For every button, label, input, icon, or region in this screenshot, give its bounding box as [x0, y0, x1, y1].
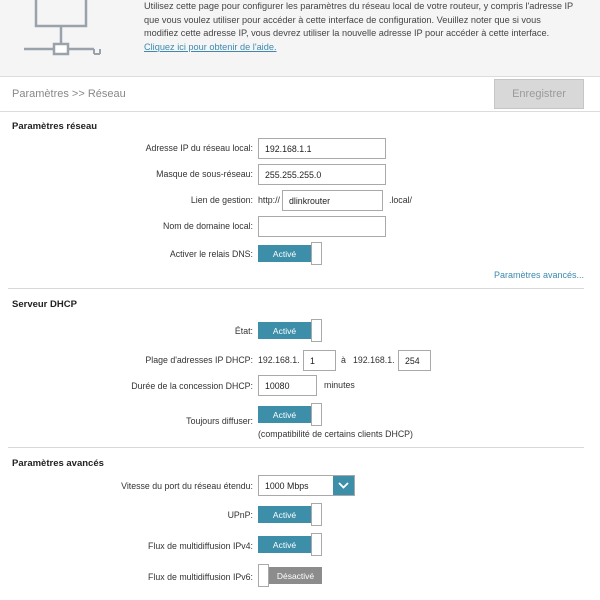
- dhcp-state-label: État:: [234, 326, 253, 336]
- always-broadcast-note: (compatibilité de certains clients DHCP): [258, 429, 413, 439]
- section-divider: [8, 447, 584, 448]
- dhcp-state-value: Activé: [258, 322, 311, 339]
- toggle-knob: [311, 533, 322, 556]
- upnp-value: Activé: [258, 506, 311, 523]
- intro-line-1: Utilisez cette page pour configurer les paramètres du réseau local de votre routeur, y compris l'adresse IP: [144, 1, 574, 11]
- lan-ip-label: Adresse IP du réseau local:: [145, 143, 253, 153]
- ipv4-multicast-label: Flux de multidiffusion IPv4:: [148, 541, 253, 551]
- wan-speed-value: 1000 Mbps: [265, 481, 309, 491]
- management-link-label: Lien de gestion:: [190, 195, 253, 205]
- ipv4-multicast-toggle[interactable]: [258, 533, 322, 556]
- intro-line-2: que vous voulez utiliser pour accéder à cette interface de configuration. Veuillez noter que si vous: [144, 14, 541, 25]
- wan-speed-label: Vitesse du port du réseau étendu:: [121, 481, 253, 491]
- dhcp-range-start-input[interactable]: 1: [303, 350, 336, 371]
- toggle-knob: [311, 319, 322, 342]
- help-link[interactable]: Cliquez ici pour obtenir de l'aide.: [144, 41, 277, 52]
- dhcp-range-label: Plage d'adresses IP DHCP:: [145, 355, 253, 365]
- advanced-settings-link[interactable]: Paramètres avancés...: [493, 270, 584, 280]
- always-broadcast-value: Activé: [258, 406, 311, 423]
- ipv4-multicast-value: Activé: [258, 536, 311, 553]
- toggle-knob: [311, 242, 322, 265]
- local-domain-label: Nom de domaine local:: [163, 221, 253, 231]
- page-header: [0, 76, 600, 112]
- breadcrumb: Paramètres >> Réseau: [12, 88, 126, 100]
- toggle-knob: [311, 503, 322, 526]
- dhcp-state-toggle[interactable]: [258, 319, 322, 342]
- always-broadcast-label: Toujours diffuser:: [186, 416, 253, 426]
- management-link-suffix: .local/: [389, 195, 412, 205]
- intro-description: [144, 0, 592, 54]
- toggle-knob: [258, 564, 269, 587]
- subnet-mask-input[interactable]: 255.255.255.0: [258, 164, 386, 185]
- lan-ip-input[interactable]: 192.168.1.1: [258, 138, 386, 159]
- network-computer-icon: [16, 0, 126, 66]
- section-title-network: Paramètres réseau: [12, 121, 98, 132]
- dhcp-lease-unit: minutes: [324, 380, 355, 390]
- management-link-input[interactable]: dlinkrouter: [282, 190, 383, 211]
- save-button[interactable]: Enregistrer: [494, 79, 584, 109]
- section-divider: [8, 288, 584, 289]
- subnet-mask-label: Masque de sous-réseau:: [156, 169, 253, 179]
- dhcp-lease-label: Durée de la concession DHCP:: [131, 381, 253, 391]
- wan-speed-select[interactable]: [258, 475, 355, 496]
- intro-line-3: modifiez cette adresse IP, vous devrez utiliser la nouvelle adresse IP pour accéder à cette interface.: [144, 28, 550, 38]
- ipv6-multicast-label: Flux de multidiffusion IPv6:: [148, 572, 253, 582]
- dhcp-lease-input[interactable]: 10080: [258, 375, 317, 396]
- dns-relay-label: Activer le relais DNS:: [169, 249, 253, 259]
- dhcp-range-end-prefix: 192.168.1.: [353, 355, 395, 365]
- section-title-advanced: Paramètres avancés: [12, 458, 104, 469]
- toggle-knob: [311, 403, 322, 426]
- upnp-label: UPnP:: [227, 510, 253, 520]
- dhcp-range-to: à: [341, 355, 346, 365]
- upnp-toggle[interactable]: [258, 503, 322, 526]
- dhcp-range-end-input[interactable]: 254: [398, 350, 431, 371]
- management-link-prefix: http://: [258, 195, 281, 205]
- dns-relay-toggle[interactable]: [258, 242, 322, 265]
- local-domain-input[interactable]: [258, 216, 386, 237]
- section-title-dhcp: Serveur DHCP: [12, 299, 77, 310]
- ipv6-multicast-toggle[interactable]: [258, 564, 322, 587]
- intro-banner: [0, 0, 600, 76]
- always-broadcast-toggle[interactable]: [258, 403, 322, 426]
- ipv6-multicast-value: Désactivé: [269, 567, 322, 584]
- dns-relay-state: Activé: [258, 245, 311, 262]
- chevron-down-icon: [333, 476, 354, 495]
- dhcp-range-start-prefix: 192.168.1.: [258, 355, 300, 365]
